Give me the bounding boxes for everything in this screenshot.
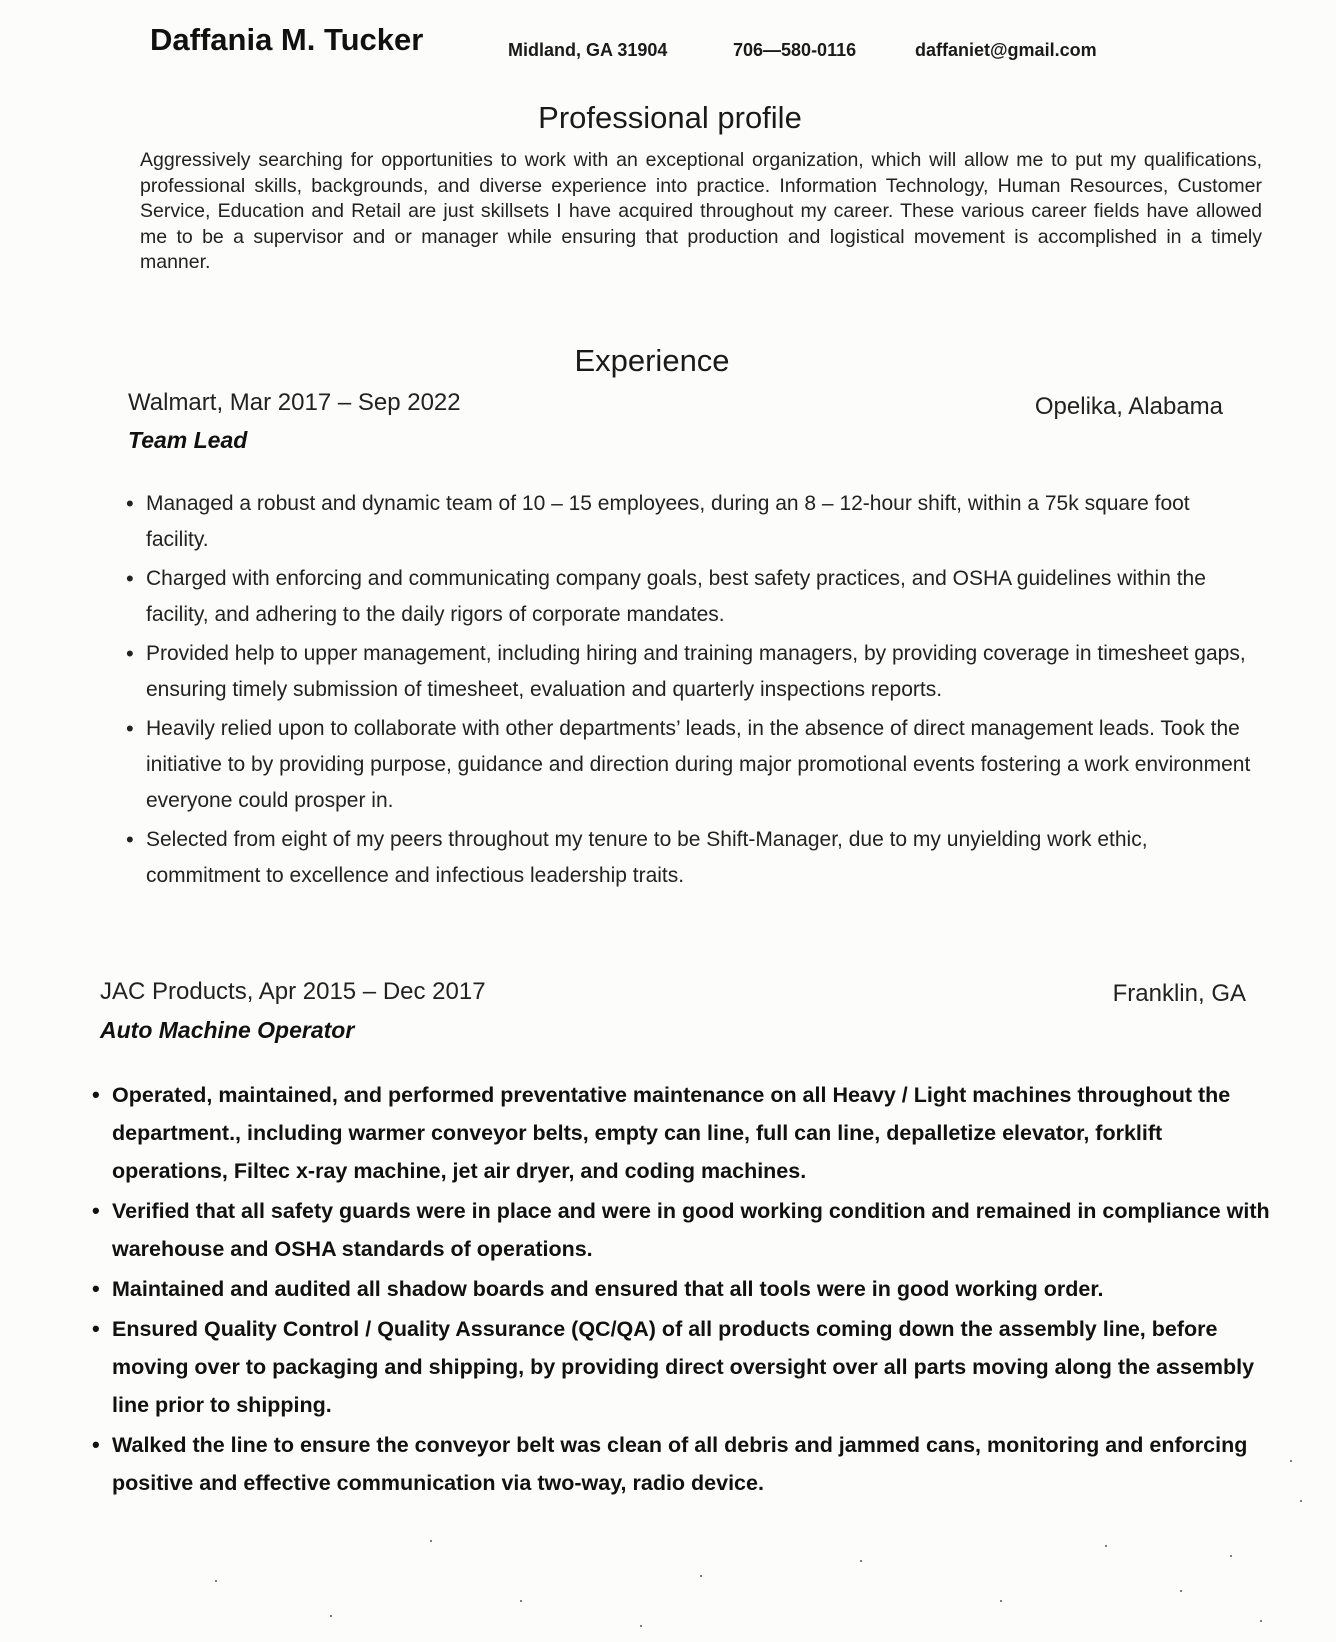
job-1-location: Opelika, Alabama	[1034, 393, 1223, 420]
job-1-role: Team Lead	[128, 427, 248, 453]
job-2-bullet-list	[92, 1076, 1272, 1504]
experience-heading: Experience	[574, 343, 730, 378]
list-item: • Heavily relied upon to collaborate with other departments’ leads, in the absence of direct management leads. Took the initiative to by providing purpose, guidance and direction during major promotional events fostering a work environment everyone could prosper in.	[126, 711, 1256, 819]
candidate-name: Daffania M. Tucker	[150, 22, 424, 57]
job-2-employer-dates: JAC Products, Apr 2015 – Dec 2017	[100, 978, 486, 1005]
list-item: • Charged with enforcing and communicating company goals, best safety practices, and OSHA guidelines within the facility, and adhering to the daily rigors of corporate mandates.	[126, 561, 1256, 633]
list-item: • Verified that all safety guards were in place and were in good working condition and remained in compliance with warehouse and OSHA standards of operations.	[92, 1192, 1272, 1268]
profile-summary: Aggressively searching for opportunities to work with an exceptional organization, which will allow me to put my qualifications, professional skills, backgrounds, and diverse experience into practice. Information Technology, Human Resources, Customer Service, Education and Retail are just skillsets I have acquired throughout my career. These various career fields have allowed me to be a supervisor and or manager while ensuring that production and logistical movement is accomplished in a timely manner.	[140, 149, 1262, 273]
job-2-location: Franklin, GA	[1112, 980, 1246, 1007]
job-1-employer-dates: Walmart, Mar 2017 – Sep 2022	[128, 389, 461, 416]
list-item: • Managed a robust and dynamic team of 10 – 15 employees, during an 8 – 12-hour shift, within a 75k square foot facility.	[126, 486, 1256, 558]
resume-header	[150, 22, 1250, 72]
contact-phone: 706—580-0116	[733, 40, 857, 60]
list-item: • Provided help to upper management, including hiring and training managers, by providing coverage in timesheet gaps, ensuring timely submission of timesheet, evaluation and quarterly inspections reports.	[126, 636, 1256, 708]
job-1-bullet-list	[126, 486, 1256, 897]
contact-location: Midland, GA 31904	[508, 40, 668, 60]
list-item: • Ensured Quality Control / Quality Assurance (QC/QA) of all products coming down the assembly line, before moving over to packaging and shipping, by providing direct oversight over all parts moving along the assembly line prior to shipping.	[92, 1310, 1272, 1424]
job-2-role: Auto Machine Operator	[100, 1017, 355, 1043]
list-item: • Selected from eight of my peers throughout my tenure to be Shift-Manager, due to my unyielding work ethic, commitment to excellence and infectious leadership traits.	[126, 822, 1256, 894]
list-item: • Operated, maintained, and performed preventative maintenance on all Heavy / Light machines throughout the department., including warmer conveyor belts, empty can line, full can line, depalletize elevator, forklift operations, Filtec x-ray machine, jet air dryer, and coding machines.	[92, 1076, 1272, 1190]
profile-heading: Professional profile	[538, 100, 802, 135]
contact-email: daffaniet@gmail.com	[915, 40, 1097, 60]
list-item: • Walked the line to ensure the conveyor belt was clean of all debris and jammed cans, monitoring and enforcing positive and effective communication via two-way, radio device.	[92, 1426, 1272, 1502]
list-item: • Maintained and audited all shadow boards and ensured that all tools were in good working order.	[92, 1270, 1272, 1308]
